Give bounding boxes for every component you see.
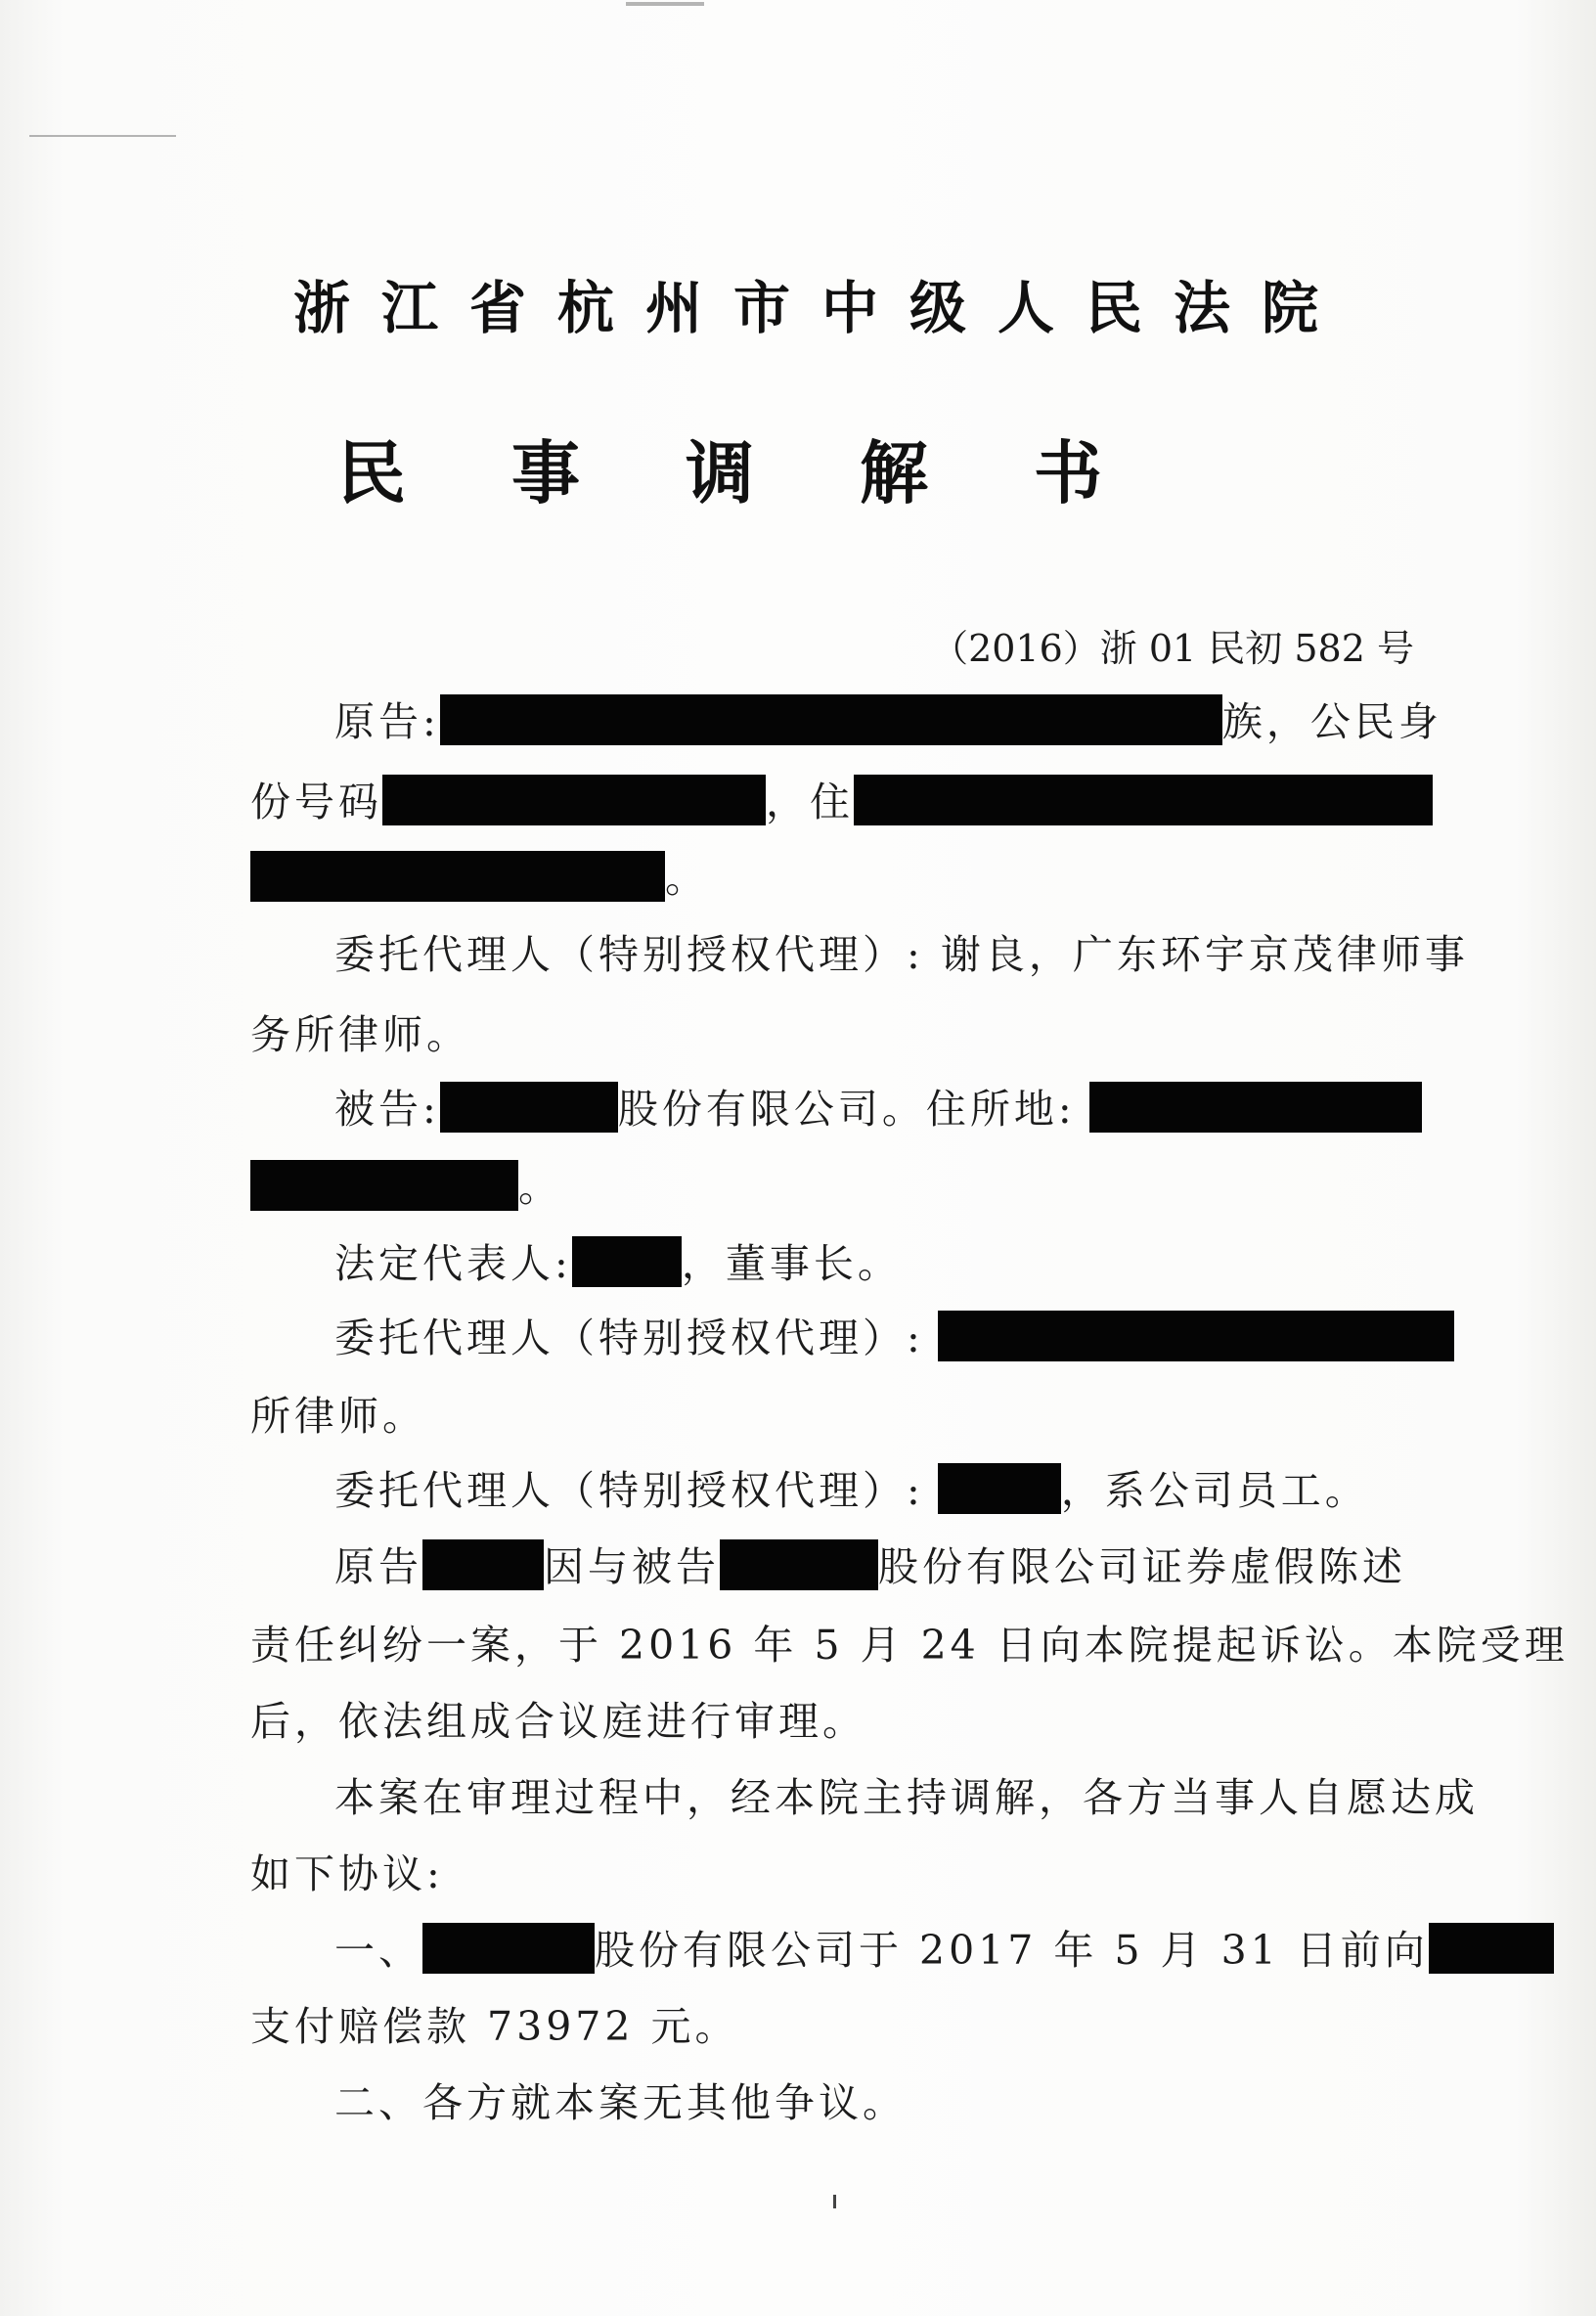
- plaintiff-ethnicity-text: 族，公民身: [1221, 698, 1442, 745]
- redaction-box: [440, 694, 1222, 745]
- redaction-box: [938, 1311, 1454, 1361]
- plaintiff-line-1: [334, 694, 1442, 749]
- scan-edge-mark: [626, 2, 704, 6]
- defendant-label: 被告:: [334, 1086, 440, 1133]
- redaction-box: [854, 775, 1433, 825]
- redaction-box: [572, 1236, 682, 1287]
- plaintiff-agent-line-2: 务所律师。: [250, 1011, 470, 1058]
- redaction-box: [440, 1082, 618, 1133]
- redaction-box: [250, 1160, 518, 1211]
- legal-rep-label: 法定代表人:: [334, 1240, 572, 1287]
- term-1-line-2: 支付赔偿款 73972 元。: [250, 2003, 739, 2050]
- facts-plaintiff-label: 原告: [334, 1543, 422, 1590]
- plaintiff-line-3: [250, 851, 709, 906]
- term-1-number: 一、: [334, 1927, 422, 1974]
- plaintiff-agent-line-1: 委托代理人（特别授权代理）: 谢良，广东环宇京茂律师事: [334, 931, 1469, 978]
- facts-line-2: 责任纠纷一案，于 2016 年 5 月 24 日向本院提起诉讼。本院受理: [250, 1622, 1569, 1669]
- term-2-line: 二、各方就本案无其他争议。: [334, 2079, 907, 2126]
- redaction-box: [1429, 1923, 1554, 1974]
- defendant-line-1: [334, 1082, 1422, 1136]
- legal-representative-line: [334, 1236, 902, 1291]
- id-number-label: 份号码: [250, 779, 382, 825]
- term-1-line-1: [334, 1923, 1554, 1978]
- court-name: 浙江省杭州市中级人民法院: [293, 275, 1351, 341]
- redaction-box: [720, 1539, 878, 1590]
- redaction-box: [938, 1463, 1061, 1514]
- legal-rep-title: ，董事长。: [681, 1240, 902, 1287]
- redaction-box: [382, 775, 766, 825]
- defendant-agent-2-label: 委托代理人（特别授权代理）:: [334, 1467, 924, 1514]
- defendant-agent-1-label: 委托代理人（特别授权代理）:: [334, 1314, 924, 1361]
- mediation-line-2: 如下协议:: [250, 1850, 444, 1897]
- defendant-line-2: [250, 1160, 562, 1215]
- plaintiff-label: 原告:: [334, 698, 440, 745]
- defendant-agent-2-line: [334, 1463, 1369, 1518]
- plaintiff-line-2: [250, 775, 1433, 829]
- address-label: ，住: [766, 779, 854, 825]
- defendant-end: 。: [518, 1164, 562, 1211]
- redaction-box: [422, 1539, 544, 1590]
- redaction-box: [1089, 1082, 1422, 1133]
- defendant-company-text: 股份有限公司。住所地:: [617, 1086, 1076, 1133]
- facts-defendant-label: 因与被告: [544, 1543, 720, 1590]
- term-1-text: 股份有限公司于 2017 年 5 月 31 日前向: [595, 1927, 1429, 1974]
- scan-mark: [833, 2195, 836, 2208]
- redaction-box: [250, 851, 665, 902]
- defendant-agent-1-line-1: [334, 1311, 1454, 1365]
- case-number: （2016）浙 01 民初 582 号: [931, 627, 1414, 670]
- facts-line-1: [334, 1539, 1406, 1594]
- scan-edge-mark: [29, 135, 176, 137]
- defendant-agent-2-role: ，系公司员工。: [1060, 1467, 1369, 1514]
- facts-claim-text: 股份有限公司证券虚假陈述: [878, 1543, 1406, 1590]
- facts-line-3: 后，依法组成合议庭进行审理。: [250, 1698, 866, 1745]
- document-title: 民事调解书: [337, 433, 1208, 513]
- plaintiff-end: 。: [665, 855, 709, 902]
- mediation-line-1: 本案在审理过程中，经本院主持调解，各方当事人自愿达成: [334, 1774, 1479, 1821]
- redaction-box: [422, 1923, 595, 1974]
- defendant-agent-1-line-2: 所律师。: [250, 1393, 426, 1440]
